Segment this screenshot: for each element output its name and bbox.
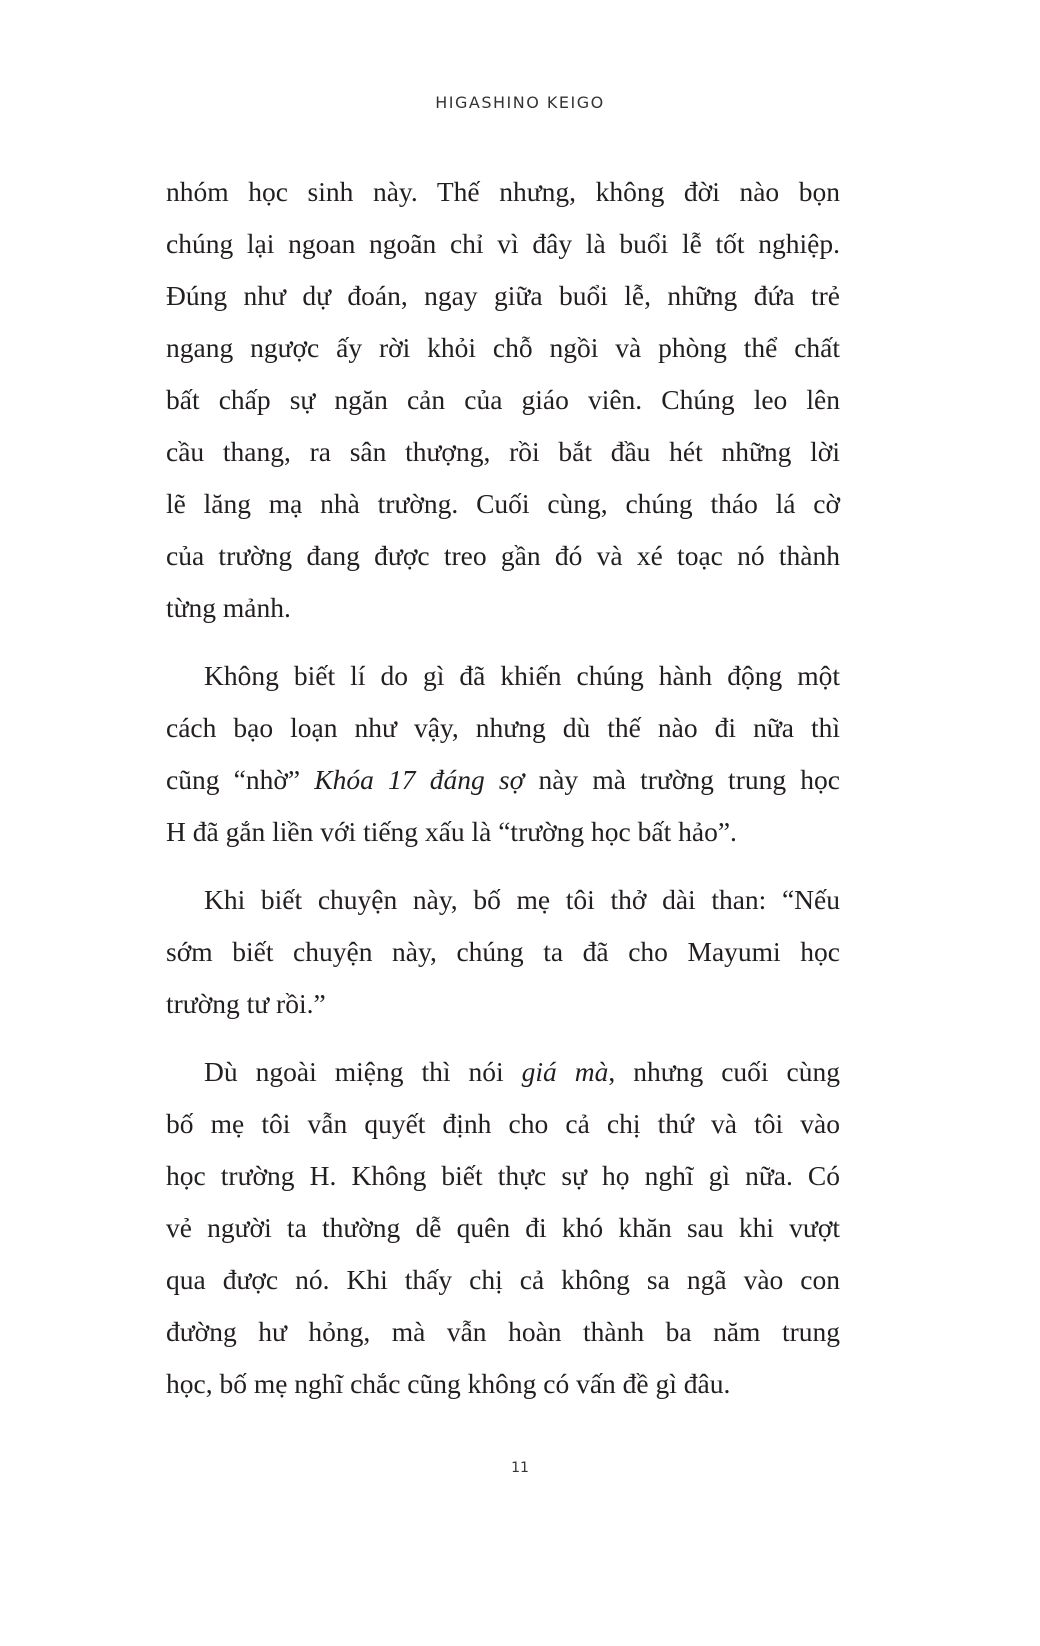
text-line <box>166 1358 840 1410</box>
text-line <box>166 426 840 478</box>
text-segment: H đã gắn liền với tiếng xấu là “trường học bất hảo”. <box>166 816 737 847</box>
running-header: HIGASHINO KEIGO <box>435 93 605 112</box>
body-text <box>166 166 840 1426</box>
text-line <box>166 374 840 426</box>
text-segment: bất chấp sự ngăn cản của giáo viên. Chúng leo lên <box>166 384 840 415</box>
text-segment: học trường H. Không biết thực sự họ nghĩ gì nữa. Có <box>166 1160 840 1191</box>
text-line <box>166 806 840 858</box>
text-segment: vẻ người ta thường dễ quên đi khó khăn sau khi vượt <box>166 1212 840 1243</box>
text-line <box>166 322 840 374</box>
text-segment: Đúng như dự đoán, ngay giữa buổi lễ, những đứa trẻ <box>166 280 840 311</box>
text-line <box>166 1150 840 1202</box>
text-line <box>166 530 840 582</box>
text-segment: nhóm học sinh này. Thế nhưng, không đời nào bọn <box>166 176 840 207</box>
text-line <box>166 478 840 530</box>
text-line <box>166 874 840 926</box>
text-line <box>166 702 840 754</box>
text-segment: cũng “nhờ” <box>166 764 315 795</box>
text-segment: cầu thang, ra sân thượng, rồi bắt đầu hét những lời <box>166 436 840 467</box>
paragraph <box>166 650 840 858</box>
text-line <box>166 270 840 322</box>
paragraph <box>166 874 840 1030</box>
text-line <box>166 978 840 1030</box>
text-line <box>166 1046 840 1098</box>
text-segment: cách bạo loạn như vậy, nhưng dù thế nào đi nữa thì <box>166 712 840 743</box>
text-line <box>166 166 840 218</box>
text-segment: này mà trường trung học <box>524 764 840 795</box>
text-segment: lẽ lăng mạ nhà trường. Cuối cùng, chúng tháo lá cờ <box>166 488 840 519</box>
page-number: 11 <box>511 1460 529 1476</box>
text-segment: Khi biết chuyện này, bố mẹ tôi thở dài than: “Nếu <box>204 884 840 915</box>
text-line <box>166 754 840 806</box>
text-segment: Dù ngoài miệng thì nói <box>204 1056 522 1087</box>
text-line <box>166 650 840 702</box>
text-line <box>166 1202 840 1254</box>
text-line <box>166 1306 840 1358</box>
text-segment: học, bố mẹ nghĩ chắc cũng không có vấn đề gì đâu. <box>166 1368 731 1399</box>
text-segment: từng mảnh. <box>166 592 291 623</box>
italic-text: giá mà <box>521 1056 609 1087</box>
text-segment: sớm biết chuyện này, chúng ta đã cho Mayumi học <box>166 936 840 967</box>
text-line <box>166 582 840 634</box>
text-segment: qua được nó. Khi thấy chị cả không sa ngã vào con <box>166 1264 840 1295</box>
italic-text: Khóa 17 đáng sợ <box>314 764 525 795</box>
text-line <box>166 1254 840 1306</box>
paragraph <box>166 1046 840 1410</box>
text-segment: ngang ngược ấy rời khỏi chỗ ngồi và phòng thể chất <box>166 332 840 363</box>
text-segment: trường tư rồi.” <box>166 988 326 1019</box>
text-segment: , nhưng cuối cùng <box>608 1056 840 1087</box>
text-line <box>166 1098 840 1150</box>
text-segment: bố mẹ tôi vẫn quyết định cho cả chị thứ và tôi vào <box>166 1108 840 1139</box>
text-segment: chúng lại ngoan ngoãn chỉ vì đây là buổi lễ tốt nghiệp. <box>166 228 840 259</box>
text-segment: của trường đang được treo gần đó và xé toạc nó thành <box>166 540 840 571</box>
text-segment: Không biết lí do gì đã khiến chúng hành động một <box>204 660 840 691</box>
text-segment: đường hư hỏng, mà vẫn hoàn thành ba năm trung <box>166 1316 840 1347</box>
text-line <box>166 926 840 978</box>
text-line <box>166 218 840 270</box>
paragraph <box>166 166 840 634</box>
